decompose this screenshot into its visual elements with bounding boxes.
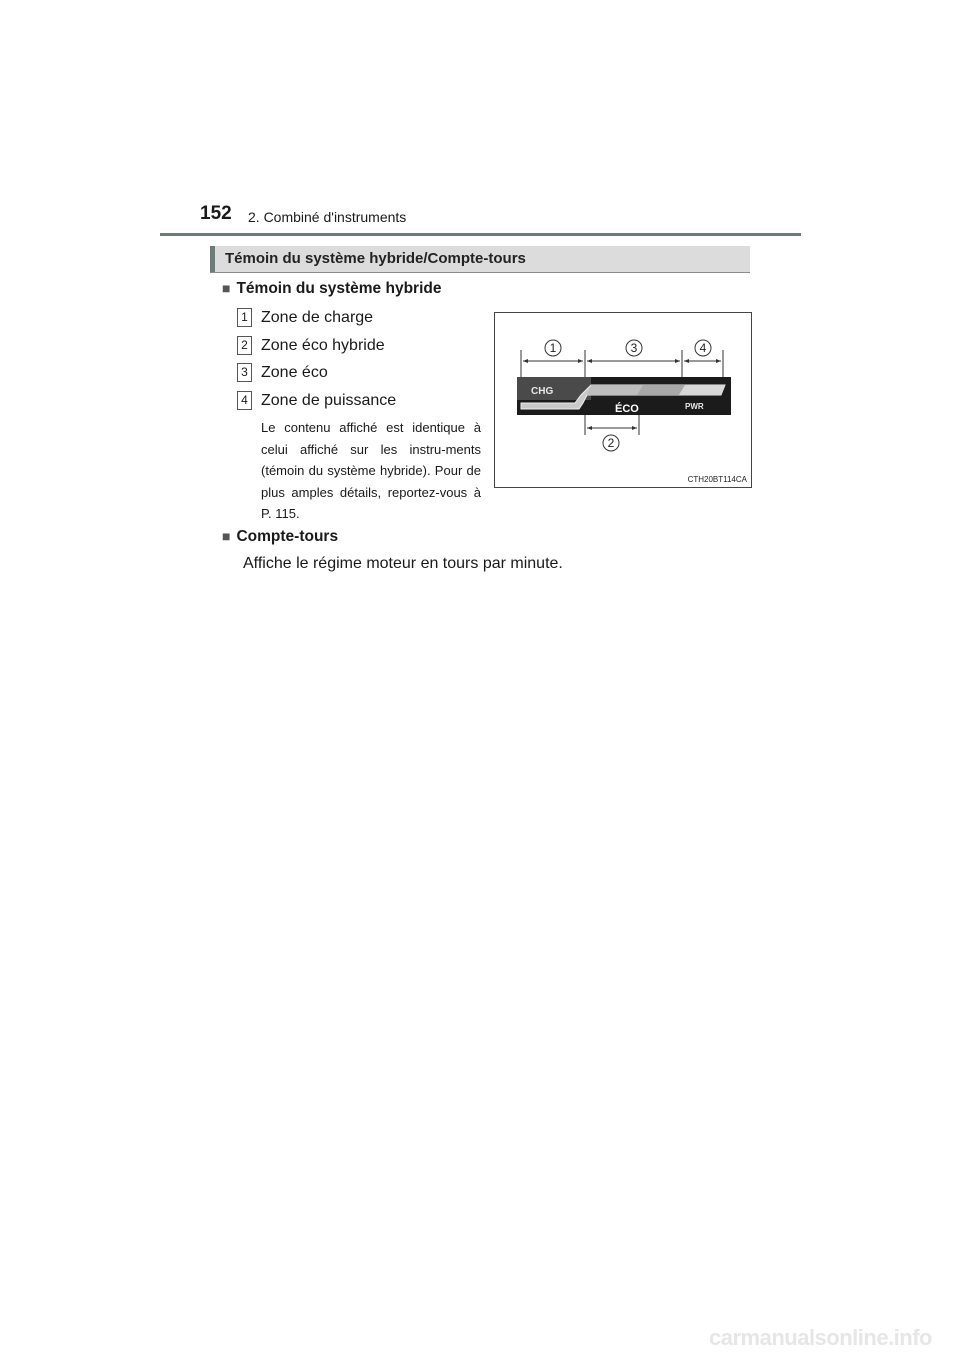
figure-code: CTH20BT114CA: [687, 475, 747, 484]
item-number-badge: 3: [237, 363, 252, 382]
watermark: [0, 1325, 960, 1351]
watermark-text: carmanualsonline.info: [709, 1325, 932, 1350]
chg-label: CHG: [531, 386, 554, 397]
item-label: Zone de charge: [261, 309, 374, 326]
section-accent: [210, 246, 215, 272]
subsection-title: Compte-tours: [236, 528, 339, 545]
section-heading-bar: [210, 246, 750, 273]
list-item: [237, 363, 328, 382]
pwr-label: PWR: [685, 402, 704, 411]
chapter-title: 2. Combiné d'instruments: [248, 209, 407, 225]
callout-2: 2: [607, 436, 615, 450]
tachometer-description: Affiche le régime moteur en tours par minute.: [243, 555, 563, 572]
item-number-badge: 2: [237, 336, 252, 355]
page-number: 152: [200, 203, 232, 224]
subsection-title: Témoin du système hybride: [236, 280, 442, 297]
hybrid-indicator-figure: [494, 312, 752, 488]
callout-1: 1: [549, 341, 557, 355]
list-item: [237, 336, 385, 355]
callout-4: 4: [699, 341, 707, 355]
subsection-heading-tachometer: [222, 528, 338, 546]
callout-3: 3: [630, 341, 638, 355]
item-number-badge: 4: [237, 391, 252, 410]
list-item: [237, 391, 396, 410]
eco-label: ÉCO: [615, 403, 639, 415]
item-number-badge: 1: [237, 308, 252, 327]
square-bullet-icon: ■: [222, 280, 231, 296]
item-label: Zone éco: [261, 364, 328, 381]
header-rule: [160, 233, 801, 236]
hybrid-gauge-strip: [517, 377, 731, 415]
section-title: Témoin du système hybride/Compte-tours: [225, 250, 526, 267]
square-bullet-icon: ■: [222, 528, 231, 544]
list-item: [237, 308, 373, 327]
item-label: Zone de puissance: [261, 392, 397, 409]
item-label: Zone éco hybride: [261, 337, 385, 354]
subsection-heading-hybrid-indicator: [222, 280, 441, 298]
note-paragraph: Le contenu affiché est identique à celui affiché sur les instru-ments (témoin du système hybride). Pour de plus amples détails, reportez-vous à P. 115.: [261, 420, 481, 521]
